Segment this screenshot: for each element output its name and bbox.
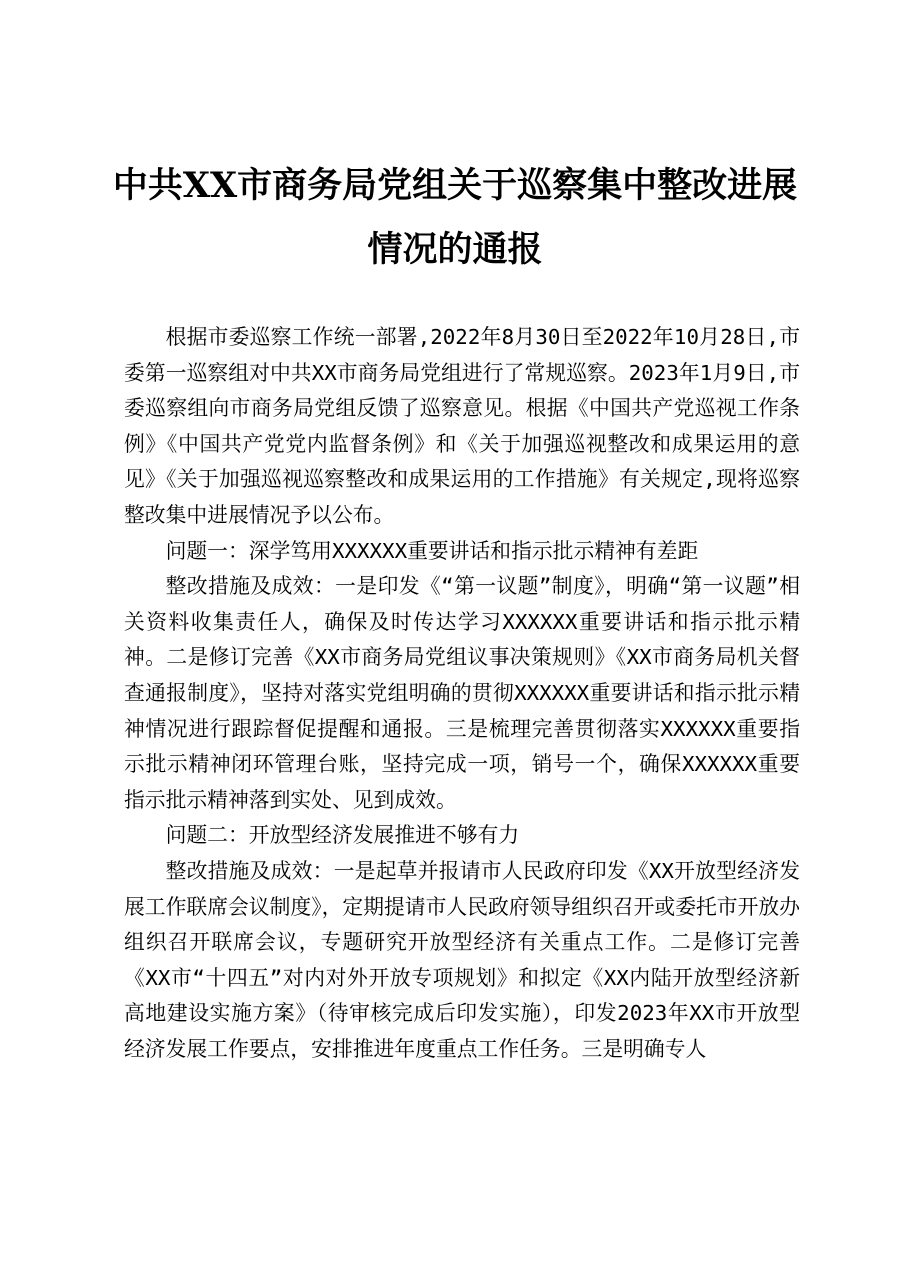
issue-one-measures: 整改措施及成效：一是印发《“第一议题”制度》，明确“第一议题”相关资料收集责任人，确保及时传达学习XXXXXX重要讲话和指示批示精神。二是修订完善《XX市商务局党组议事决策规则》《XX市商务局机关督查通报制度》，坚持对落实党组明确的贯彻XXXXXX重要讲话和指示批示精神情况进行跟踪督促提醒和通报。三是梳理完善贯彻落实XXXXXX重要指示批示精神闭环管理台账，坚持完成一项，销号一个，确保XXXXXX重要指示批示精神落到实处、见到成效。 — [124, 574, 800, 812]
document-title-line-2: 情况的通报 — [367, 229, 543, 270]
issue-one-heading: 问题一：深学笃用XXXXXX重要讲话和指示批示精神有差距 — [165, 538, 699, 563]
issue-two-measures: 整改措施及成效：一是起草并报请市人民政府印发《XX开放型经济发展工作联席会议制度》，定期提请市人民政府领导组织召开或委托市开放办组织召开联席会议，专题研究开放型经济有关重点工作。二是修订完善《XX市“十四五”对内对外开放专项规划》和拟定《XX内陆开放型经济新高地建设实施方案》（待审核完成后印发实施），印发2023年XX市开放型经济发展工作要点，安排推进年度重点工作任务。三是明确专人 — [124, 858, 800, 1061]
intro-paragraph: 根据市委巡察工作统一部署,2022年8月30日至2022年10月28日,市委第一巡察组对中共XX市商务局党组进行了常规巡察。2023年1月9日,市委巡察组向市商务局党组反馈了巡察意见。根据《中国共产党巡视工作条例》《中国共产党党内监督条例》和《关于加强巡视整改和成果运用的意见》《关于加强巡视巡察整改和成果运用的工作措施》有关规定,现将巡察整改集中进展情况予以公布。 — [124, 325, 800, 527]
document-body — [124, 320, 800, 1067]
issue-two-heading: 问题二：开放型经济发展推进不够有力 — [165, 823, 520, 848]
document-title-line-1: 中共XX市商务局党组关于巡察集中整改进展 — [112, 165, 798, 206]
